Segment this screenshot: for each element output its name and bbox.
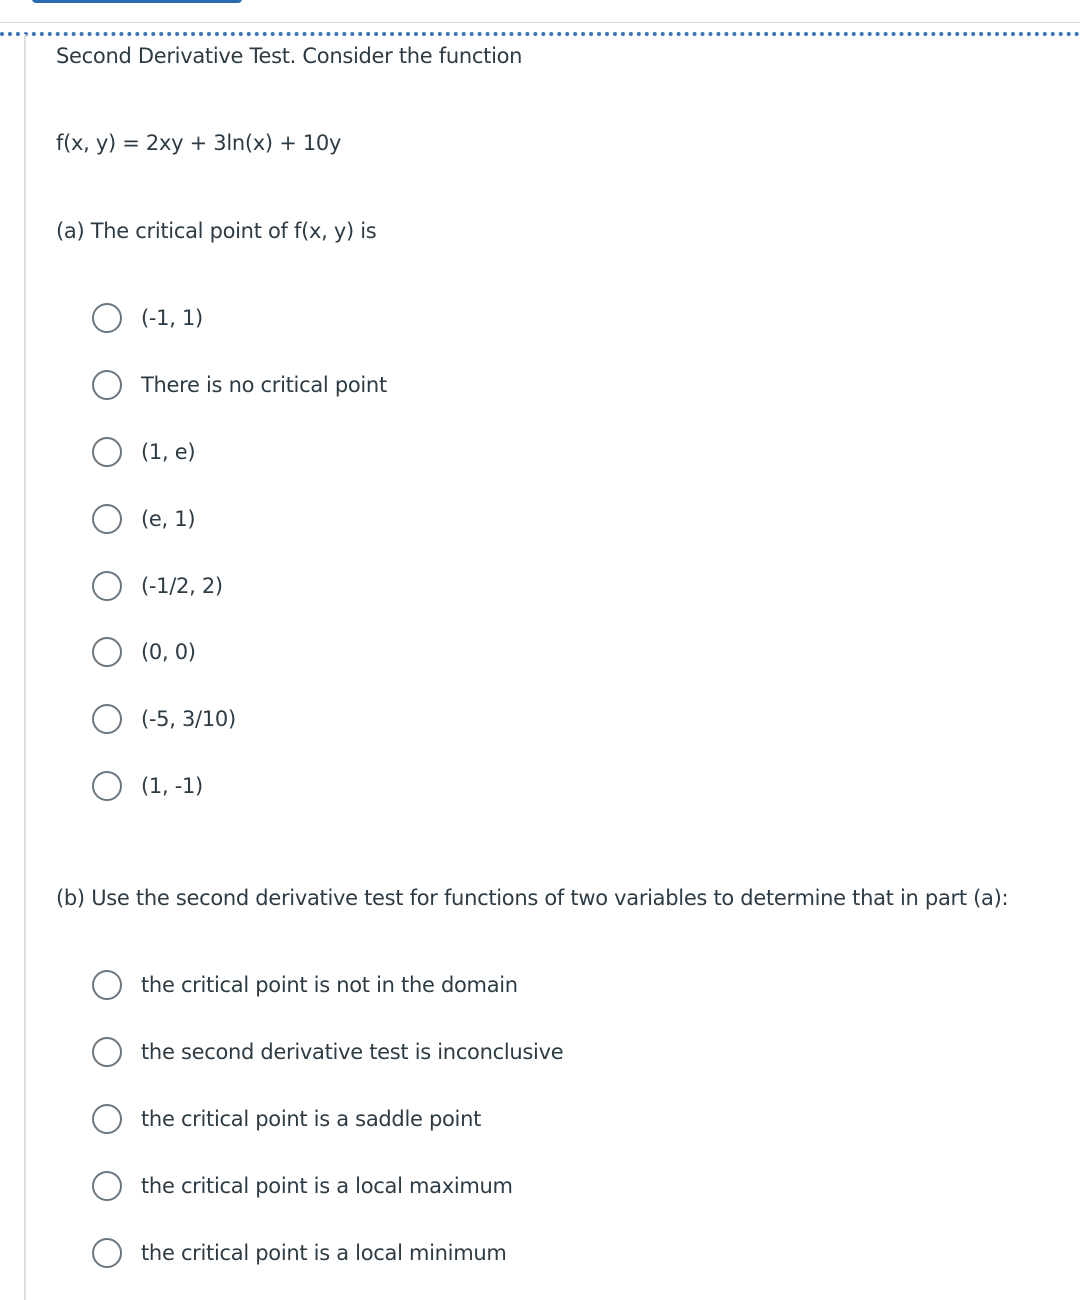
radio-button-icon[interactable] [92, 637, 122, 667]
part-a-option[interactable] [92, 701, 236, 737]
radio-button-icon[interactable] [92, 303, 122, 333]
part-a-option[interactable] [92, 434, 195, 470]
part-a-option[interactable] [92, 367, 387, 403]
radio-button-icon[interactable] [92, 437, 122, 467]
option-label: the critical point is a local minimum [141, 1241, 507, 1265]
option-label: (e, 1) [141, 507, 196, 531]
header-divider [0, 22, 1080, 23]
option-label: the second derivative test is inconclusive [141, 1040, 564, 1064]
part-b-prompt: (b) Use the second derivative test for functions of two variables to determine that in part (a): [56, 886, 1009, 910]
part-b-option[interactable] [92, 1101, 481, 1137]
radio-button-icon[interactable] [92, 571, 122, 601]
part-a-option[interactable] [92, 568, 223, 604]
question-focus-border [0, 32, 1080, 36]
radio-button-icon[interactable] [92, 504, 122, 534]
option-label: (1, e) [141, 440, 196, 464]
part-a-option[interactable] [92, 768, 203, 804]
part-b-option[interactable] [92, 1168, 513, 1204]
active-tab-indicator [32, 0, 242, 3]
part-b-option[interactable] [92, 1034, 563, 1070]
part-b-option[interactable] [92, 967, 518, 1003]
option-label: (0, 0) [141, 640, 196, 664]
option-label: There is no critical point [141, 373, 387, 397]
part-b-option[interactable] [92, 1235, 507, 1271]
radio-button-icon[interactable] [92, 704, 122, 734]
option-label: (-1/2, 2) [141, 574, 223, 598]
option-label: (1, -1) [141, 774, 203, 798]
question-title: Second Derivative Test. Consider the function [56, 44, 523, 68]
option-label: (-1, 1) [141, 306, 203, 330]
function-expression: f(x, y) = 2xy + 3ln(x) + 10y [56, 131, 342, 155]
radio-button-icon[interactable] [92, 1037, 122, 1067]
option-label: the critical point is a local maximum [141, 1174, 513, 1198]
part-a-option[interactable] [92, 300, 203, 336]
radio-button-icon[interactable] [92, 1104, 122, 1134]
option-label: the critical point is a saddle point [141, 1107, 482, 1131]
radio-button-icon[interactable] [92, 1238, 122, 1268]
radio-button-icon[interactable] [92, 970, 122, 1000]
question-left-border [24, 34, 26, 1300]
option-label: (-5, 3/10) [141, 707, 236, 731]
part-a-option[interactable] [92, 634, 196, 670]
radio-button-icon[interactable] [92, 771, 122, 801]
option-label: the critical point is not in the domain [141, 973, 518, 997]
part-a-option[interactable] [92, 501, 195, 537]
radio-button-icon[interactable] [92, 1171, 122, 1201]
radio-button-icon[interactable] [92, 370, 122, 400]
part-a-prompt: (a) The critical point of f(x, y) is [56, 219, 377, 243]
